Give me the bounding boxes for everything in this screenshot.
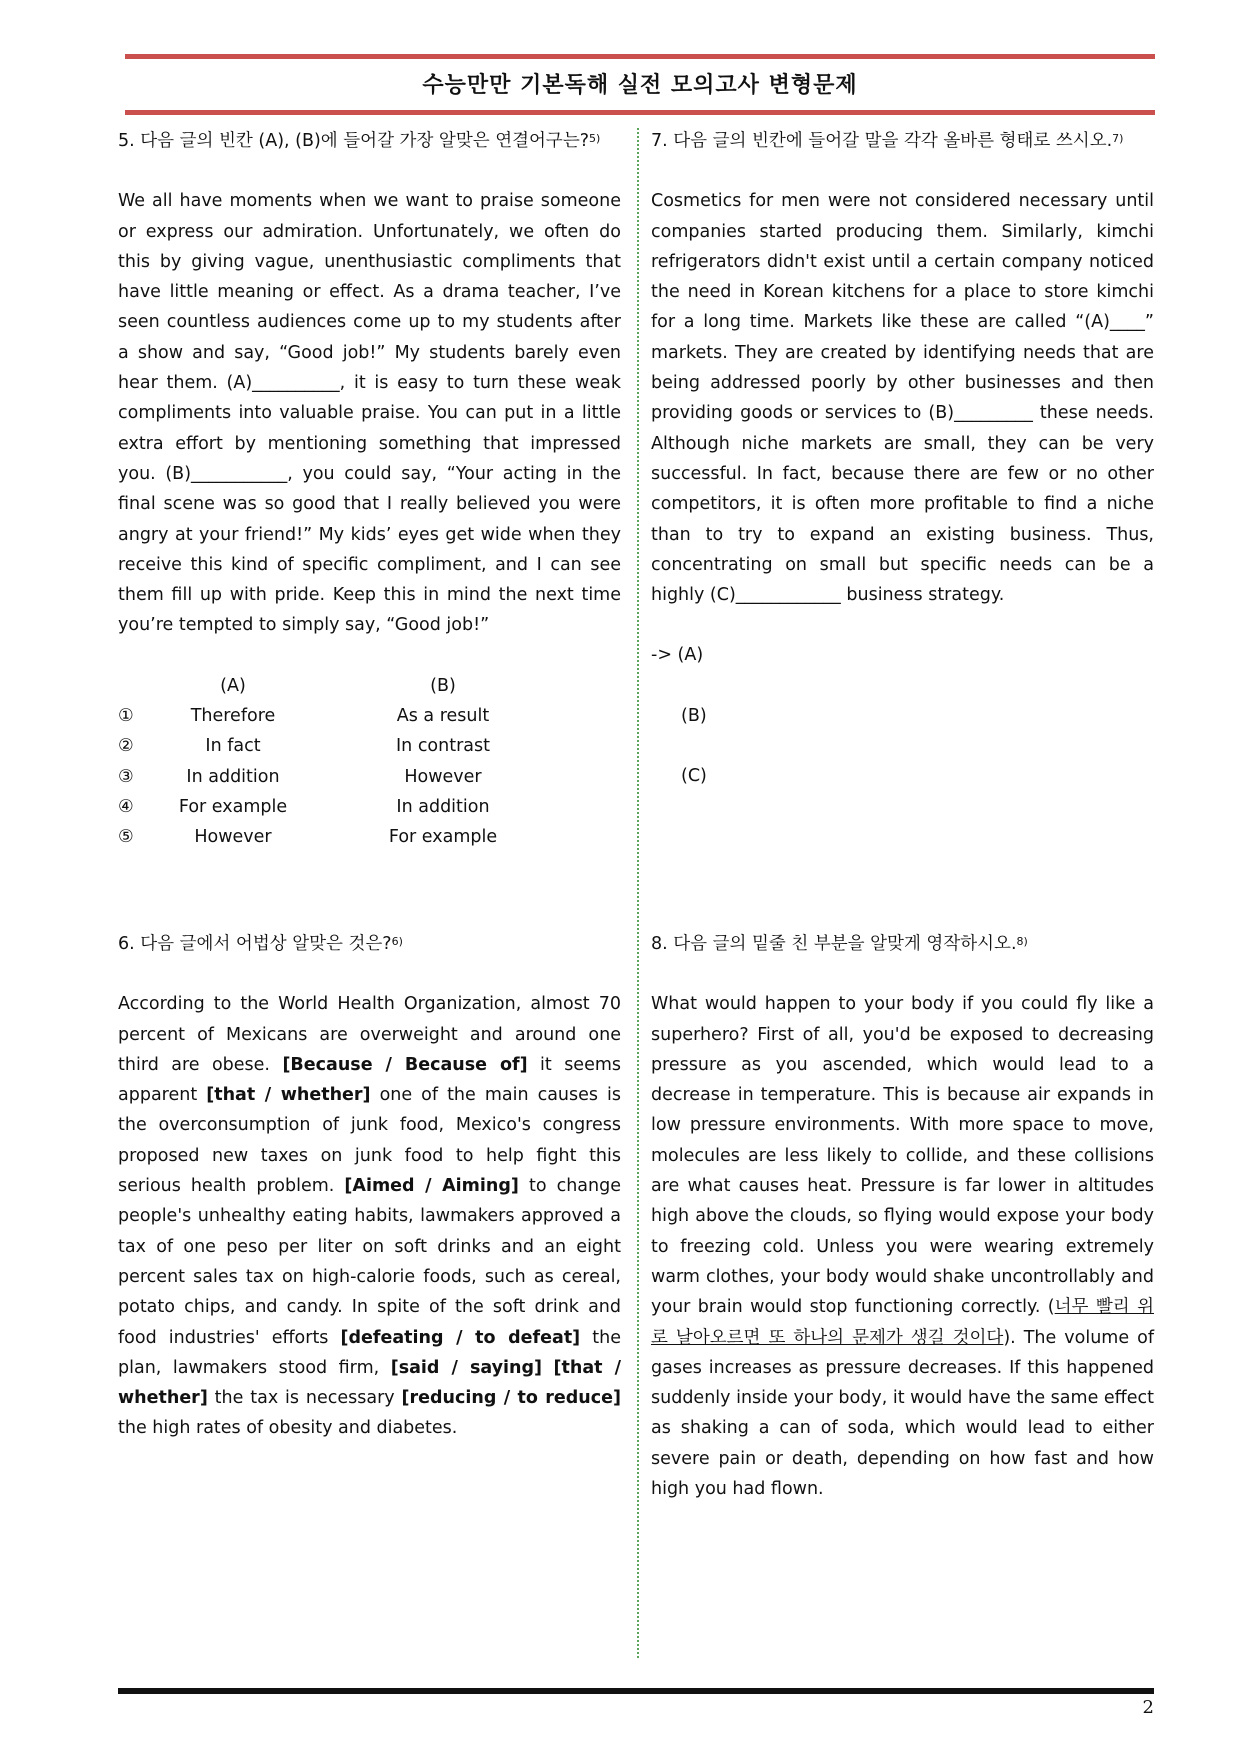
page-number: 2 xyxy=(1142,1697,1154,1718)
grammar-choice: [reducing / to reduce] xyxy=(401,1388,621,1409)
choice-row: ⑤ However For example xyxy=(118,827,498,848)
footnote-marker: 8) xyxy=(1016,935,1028,948)
question-8-stem: 8. 다음 글의 밑줄 친 부분을 알맞게 영작하시오.$^{8)}$ xyxy=(651,934,1028,954)
page-title: 수능만만 기본독해 실전 모의고사 변형문제 xyxy=(422,73,858,98)
grammar-choice: [that / whether] xyxy=(206,1085,371,1106)
question-5-passage: We all have moments when we want to praise someone or express our admiration. Unfortunately, we often do this by giving vague, unenthusiastic compliments that have little meaning or effect. As a drama teacher, I’ve seen countless audiences come up to my students after a show and say, “Good job!” My students barely even hear them. (A)__________, it is easy to turn these weak compliments into valuable praise. You can put in a little extra effort by mentioning something that impressed you. (B)___________, you could say, “Your acting in the final scene was so good that I really believed you were angry at your friend!” My kids’ eyes get wide when they receive this kind of specific compliment, and I can see them fill up with pride. Keep this in mind the next time you’re tempted to simply say, “Good job!” xyxy=(118,191,621,636)
question-5-choices xyxy=(118,671,588,853)
left-column-lower xyxy=(118,927,621,1444)
column-divider xyxy=(637,128,639,1658)
grammar-choice: [Because / Because of] xyxy=(282,1054,528,1075)
choice-row: ① Therefore As a result xyxy=(118,706,490,727)
right-column-lower xyxy=(651,927,1154,1504)
choice-row: ② In fact In contrast xyxy=(118,736,490,757)
grammar-choice: [that / whether] xyxy=(118,1357,621,1409)
question-5-stem: 5. 다음 글의 빈칸 (A), (B)에 들어갈 가장 알맞은 연결어구는?$^{5)}$ xyxy=(118,131,601,151)
question-6-stem: 6. 다음 글에서 어법상 알맞은 것은?$^{6)}$ xyxy=(118,934,403,954)
answer-line-c: (C) xyxy=(681,766,707,787)
choice-row: ④ For example In addition xyxy=(118,796,490,817)
question-8-passage: What would happen to your body if you could fly like a superhero? First of all, you'd be exposed to decreasing pressure as you ascended, which would lead to a decrease in temperature. This is because air expands in low pressure environments. With more space to move, molecules are less likely to collide, and these collisions are what causes heat. Pressure is far lower in altitudes high above the clouds, so flying would expose your body to freezing cold. Unless you were wearing extremely warm clothes, your body would shake uncontrollably and your brain would stop functioning correctly. (너무 빨리 위로 날아오르면 또 하나의 문제가 생길 것이다). The volume of gases increases as pressure decreases. If this happened suddenly inside your body, it would have the same effect as shaking a can of soda, which would lead to either severe pain or death, depending on how fast and how high you had flown. xyxy=(651,994,1155,1500)
footer-rule xyxy=(118,1688,1154,1694)
question-7-passage: Cosmetics for men were not considered necessary until companies started producing them. Similarly, kimchi refrigerators didn't exist until a certain company noticed the need in Korean kitchens for a place to store kimchi for a long time. Markets like these are called “(A)____” markets. They are created by identifying needs that are being addressed poorly by other businesses and then providing goods or services to (B)_________ these needs. Although niche markets are small, they can be very successful. In fact, because there are few or no other competitors, it is often more profitable to find a niche than to try to expand an existing business. Thus, concentrating on small but specific needs can be a highly (C)____________ business strategy. xyxy=(651,191,1154,606)
answer-line-a: -> (A) xyxy=(651,645,704,666)
footnote-marker: 7) xyxy=(1112,132,1124,145)
grammar-choice: [defeating / to defeat] xyxy=(340,1327,581,1348)
underlined-korean-phrase: 너무 빨리 위로 날아오르면 또 하나의 문제가 생길 것이다 xyxy=(651,1297,1154,1348)
answer-line-b: (B) xyxy=(681,705,707,726)
header-bottom-rule xyxy=(125,110,1155,115)
footnote-marker: 5) xyxy=(589,132,601,145)
footnote-marker: 6) xyxy=(391,935,403,948)
question-7-stem: 7. 다음 글의 빈칸에 들어갈 말을 각각 올바른 형태로 쓰시오.$^{7)}$ xyxy=(651,131,1124,151)
header-top-rule xyxy=(125,54,1155,59)
left-column xyxy=(118,124,621,853)
grammar-choice: [said / saying] xyxy=(390,1357,543,1378)
question-6-passage: According to the World Health Organization, almost 70 percent of Mexicans are overweight and around one third are obese. [Because / Because of] it seems apparent [that / whether] one of the main causes is the overconsumption of junk food, Mexico's congress proposed new taxes on junk food to help fight this serious health problem. [Aimed / Aiming] to change people's unhealthy eating habits, lawmakers approved a tax of one peso per liter on soft drinks and an eight percent sales tax on high-calorie foods, such as cereal, potato chips, and candy. In spite of the soft drink and food industries' efforts [defeating / to defeat] the plan, lawmakers stood firm, [said / saying] [that / whether] the tax is necessary [reducing / to reduce] the high rates of obesity and diabetes. xyxy=(118,994,622,1439)
choice-row: ③ In addition However xyxy=(118,766,482,787)
grammar-choice: [Aimed / Aiming] xyxy=(344,1176,519,1197)
choice-header-row: (A) (B) xyxy=(220,675,456,696)
right-column xyxy=(651,124,1154,791)
